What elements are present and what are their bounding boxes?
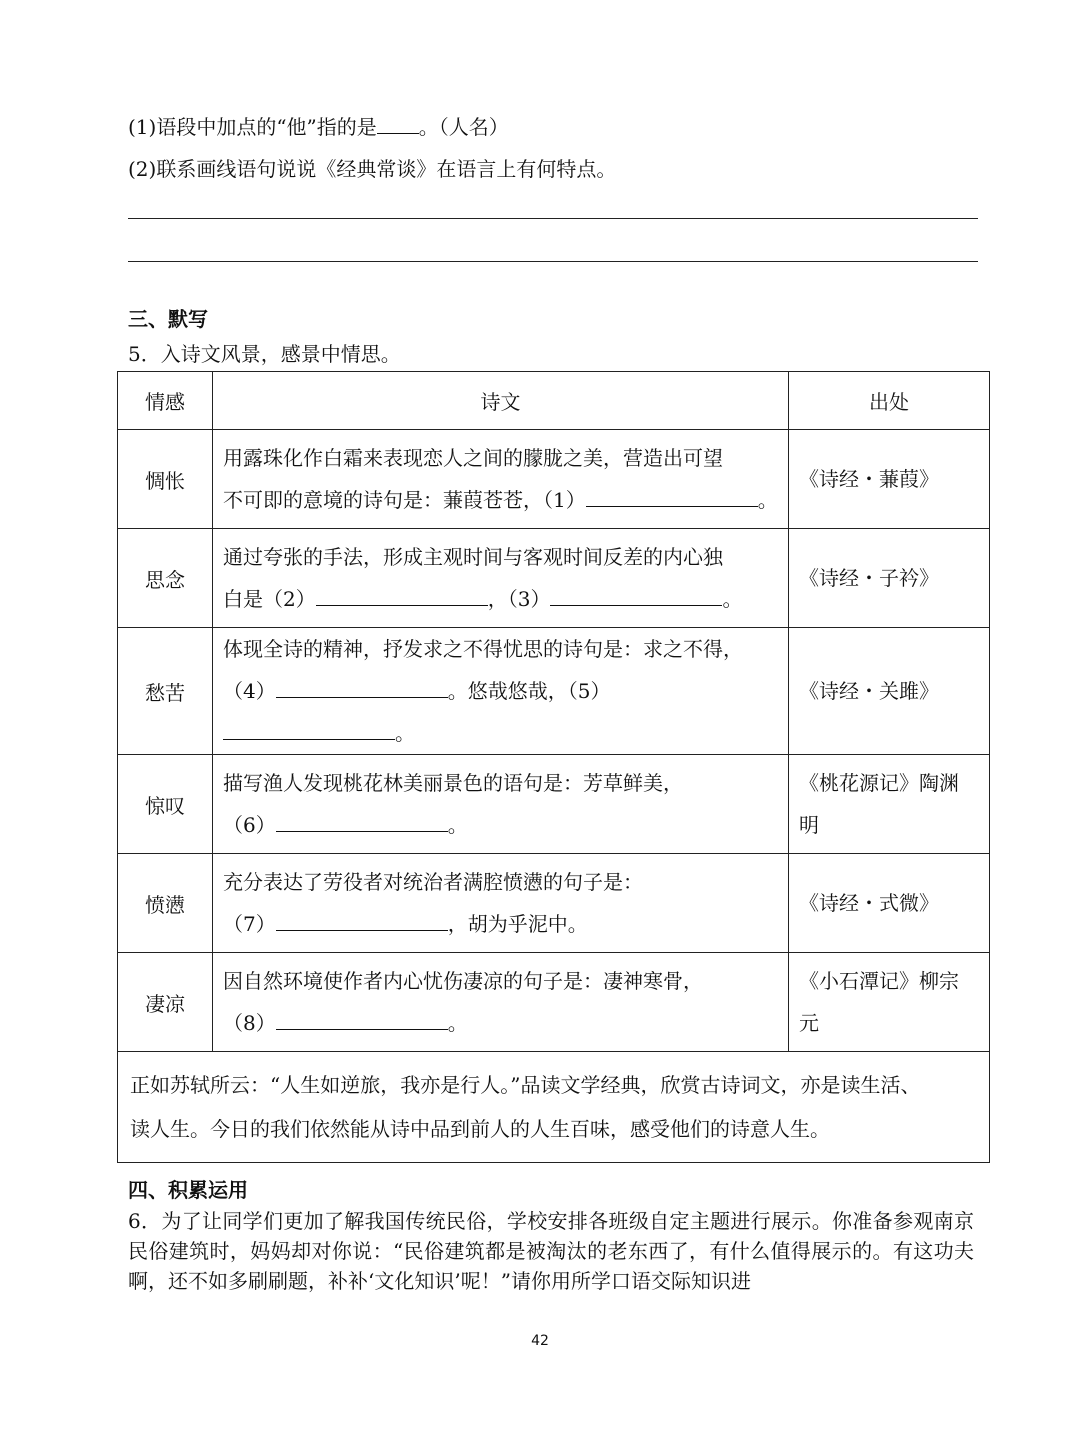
poem-punct: 。 (757, 488, 778, 512)
source-line: 《桃花源记》陶渊 (799, 771, 959, 795)
poem-line: 通过夸张的手法，形成主观时间与客观时间反差的内心独 (223, 545, 723, 569)
source-cell: 《诗经・子衿》 (789, 529, 990, 628)
poem-prompt: （6） (223, 813, 276, 837)
emotion-cell: 凄凉 (118, 953, 213, 1052)
answer-line[interactable] (128, 261, 978, 262)
table-closing-row (118, 1052, 990, 1163)
table-row (118, 854, 990, 953)
answer-blank-6[interactable] (276, 831, 448, 832)
poem-prompt: ，（3） (487, 587, 551, 611)
header-source: 出处 (789, 372, 990, 430)
poem-punct: 。 (395, 721, 415, 745)
closing-line: 正如苏轼所云：“人生如逆旅，我亦是行人。”品读文学经典，欣赏古诗词文，亦是读生活、 (130, 1073, 921, 1097)
page-number: 42 (531, 1333, 549, 1349)
source-cell (789, 953, 990, 1052)
poem-punct: 。 (447, 813, 468, 837)
question-6: 6．为了让同学们更加了解我国传统民俗，学校安排各班级自定主题进行展示。你准备参观南京民俗建筑时，妈妈却对你说：“民俗建筑都是被淘汰的老东西了，有什么值得展示的。有这功夫啊，还不如多刷刷题，补补‘文化知识’呢！”请你用所学口语交际知识进 (128, 1209, 974, 1293)
poem-line (223, 1002, 778, 1044)
poem-line: 因自然环境使作者内心忧伤凄凉的句子是：凄神寒骨， (223, 969, 703, 993)
poem-cell (213, 430, 789, 529)
table-row (118, 755, 990, 854)
emotion-cell: 愁苦 (118, 628, 213, 755)
closing-line: 读人生。今日的我们依然能从诗中品到前人的人生百味，感受他们的诗意人生。 (130, 1117, 830, 1141)
answer-blank-4[interactable] (276, 697, 448, 698)
answer-blank-3[interactable] (550, 605, 722, 606)
poem-prompt: （7） (223, 912, 276, 936)
section-4-heading: 四、积累运用 (128, 1178, 248, 1202)
poem-cell (213, 529, 789, 628)
emotion-cell: 惆怅 (118, 430, 213, 529)
poem-line (223, 903, 778, 945)
source-cell (789, 755, 990, 854)
table-row (118, 430, 990, 529)
source-line: 明 (799, 813, 819, 837)
question-1 (128, 111, 509, 140)
poem-line (223, 670, 778, 754)
emotion-cell: 思念 (118, 529, 213, 628)
poem-line (223, 578, 778, 620)
section-3-heading: 三、默写 (128, 307, 208, 331)
poem-line: 用露珠化作白霜来表现恋人之间的朦胧之美，营造出可望 (223, 446, 723, 470)
header-emotion: 情感 (118, 372, 213, 430)
question-5: 5．入诗文风景，感景中情思。 (128, 342, 401, 366)
answer-line[interactable] (128, 218, 978, 219)
answer-blank-7[interactable] (276, 930, 448, 931)
source-cell: 《诗经・式微》 (789, 854, 990, 953)
poem-prompt: 。悠哉悠哉，（5） (447, 679, 611, 703)
poem-table (117, 371, 990, 1163)
poem-line: 充分表达了劳役者对统治者满腔愤懑的句子是： (223, 870, 643, 894)
question-1-suffix: 。（人名） (418, 115, 509, 139)
poem-prompt: 白是（2） (223, 587, 316, 611)
poem-prompt: （4） (223, 679, 276, 703)
source-line: 《小石潭记》柳宗 (799, 969, 959, 993)
poem-cell (213, 628, 789, 755)
poem-punct: 。 (447, 1011, 468, 1035)
table-row (118, 628, 990, 755)
poem-line: 描写渔人发现桃花林美丽景色的语句是：芳草鲜美， (223, 771, 683, 795)
poem-cell (213, 854, 789, 953)
table-row (118, 953, 990, 1052)
answer-blank-8[interactable] (276, 1029, 448, 1030)
answer-blank-5[interactable] (223, 739, 395, 740)
header-poem: 诗文 (213, 372, 789, 430)
question-1-text: (1)语段中加点的“他”指的是 (128, 115, 377, 139)
table-header-row (118, 372, 990, 430)
answer-blank[interactable] (377, 133, 419, 134)
poem-prompt: （8） (223, 1011, 276, 1035)
source-line: 元 (799, 1011, 819, 1035)
closing-paragraph (118, 1052, 990, 1163)
poem-text: ，胡为乎泥中。 (447, 912, 588, 936)
poem-prompt: 不可即的意境的诗句是：蒹葭苍苍，（1） (223, 488, 586, 512)
poem-cell (213, 755, 789, 854)
answer-blank-1[interactable] (586, 506, 758, 507)
answer-blank-2[interactable] (316, 605, 488, 606)
poem-cell (213, 953, 789, 1052)
poem-line (223, 479, 778, 521)
poem-line: 体现全诗的精神，抒发求之不得忧思的诗句是：求之不得， (223, 637, 743, 661)
emotion-cell: 惊叹 (118, 755, 213, 854)
source-cell: 《诗经・关雎》 (789, 628, 990, 755)
table-row (118, 529, 990, 628)
poem-punct: 。 (722, 587, 743, 611)
question-2: (2)联系画线语句说说《经典常谈》在语言上有何特点。 (128, 157, 617, 181)
emotion-cell: 愤懑 (118, 854, 213, 953)
poem-line (223, 804, 778, 846)
source-cell: 《诗经・蒹葭》 (789, 430, 990, 529)
